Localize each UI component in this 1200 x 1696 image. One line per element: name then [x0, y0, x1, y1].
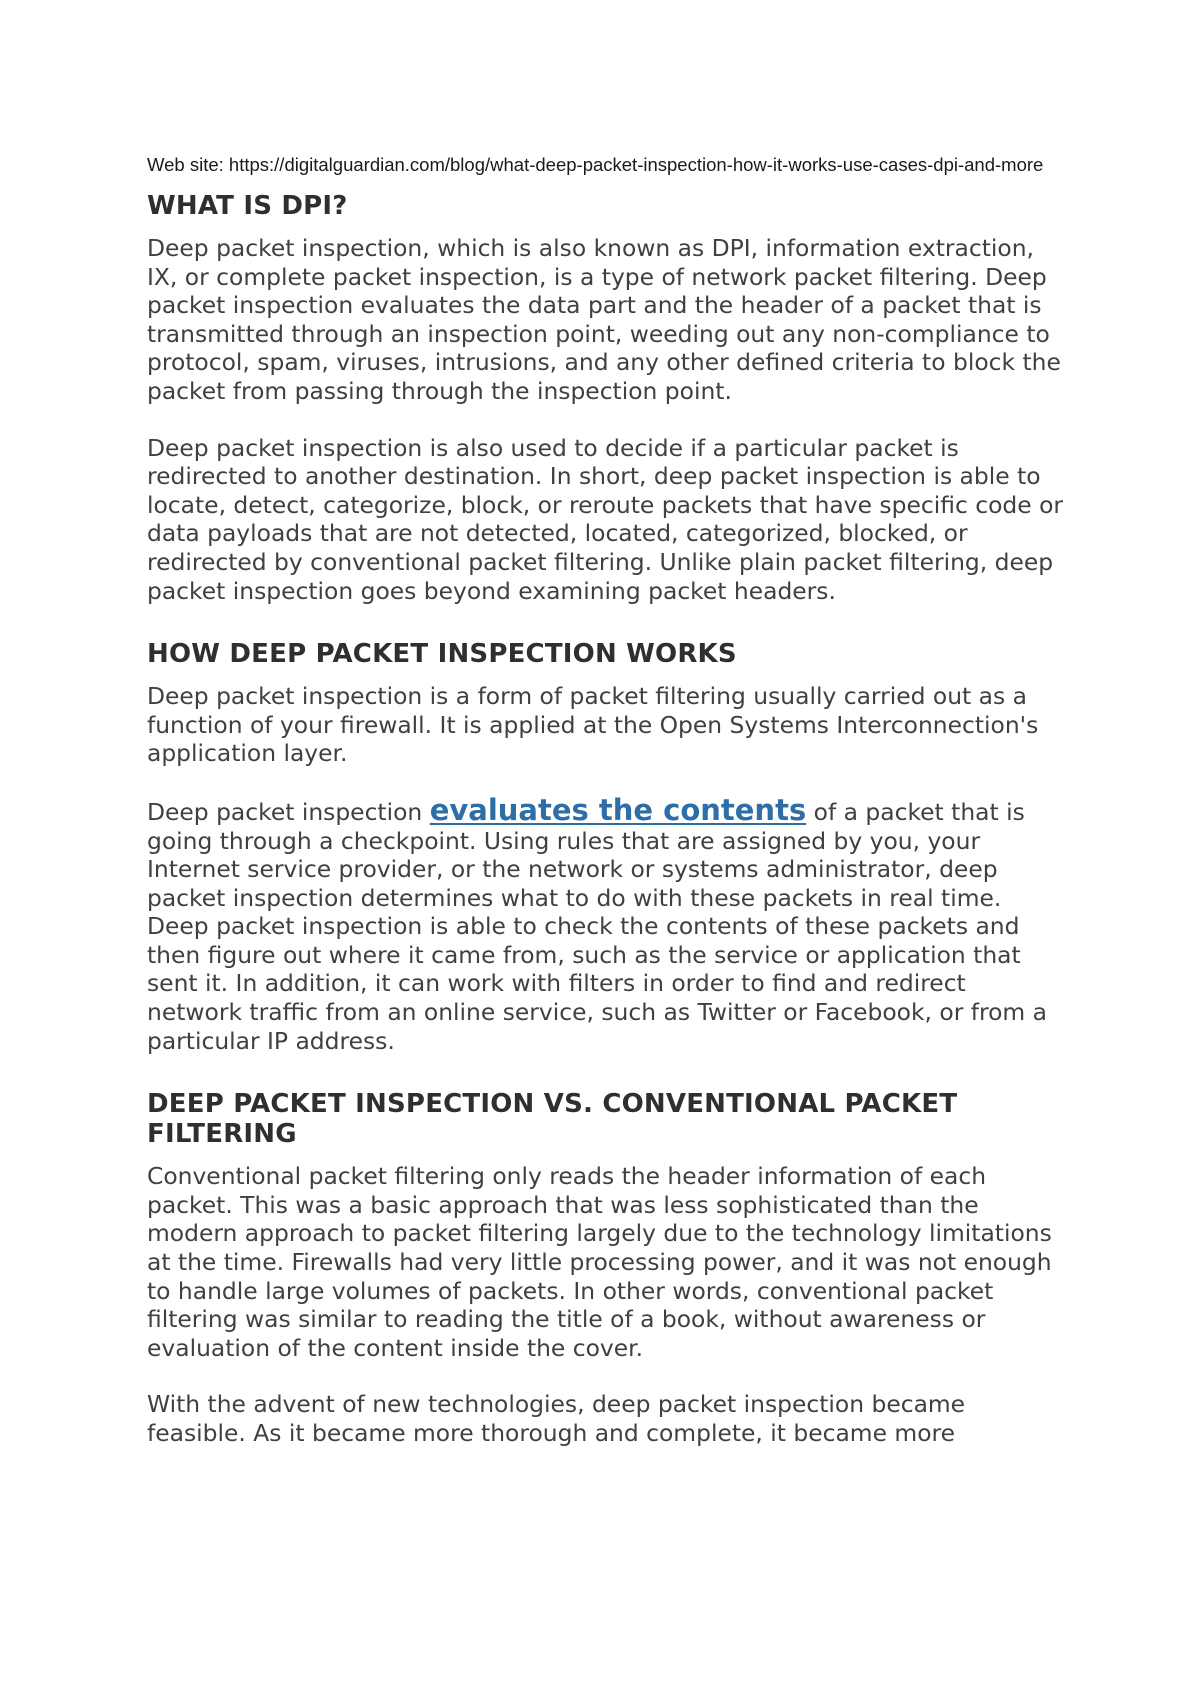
section-heading-how-dpi-works: HOW DEEP PACKET INSPECTION WORKS: [147, 639, 737, 670]
section-heading-dpi-vs-conventional: DEEP PACKET INSPECTION VS. CONVENTIONAL PACKET FILTERING: [147, 1089, 958, 1150]
paragraph: Deep packet inspection, which is also known as DPI, information extraction, IX, or complete packet inspection, is a type of network packet filtering. Deep packet inspection evaluates the data part and the header of a packet that is transmitted through an inspection point, weeding out any non-compliance to protocol, spam, viruses, intrusions, and any other defined criteria to block the packet from passing through the inspection point.: [147, 234, 1061, 405]
source-url: https://digitalguardian.com/blog/what-deep-packet-inspection-how-it-works-use-cases-dpi-and-more: [228, 154, 1044, 175]
evaluates-the-contents-link[interactable]: evaluates the contents: [429, 792, 807, 827]
source-label: Web site:: [147, 154, 224, 175]
source-line: [147, 148, 1067, 181]
paragraph-text-before-link: Deep packet inspection: [147, 797, 430, 826]
paragraph: Conventional packet filtering only reads the header information of each packet. This was a basic approach that was less sophisticated than the modern approach to packet filtering largely due to the technology limitations at the time. Firewalls had very little processing power, and it was not enough to handle large volumes of packets. In other words, conventional packet filtering was similar to reading the title of a book, without awareness or evaluation of the content inside the cover.: [147, 1162, 1052, 1362]
paragraph: Deep packet inspection is also used to decide if a particular packet is redirected to another destination. In short, deep packet inspection is able to locate, detect, categorize, block, or reroute packets that have specific code or data payloads that are not detected, located, categorized, blocked, or redirected by conventional packet filtering. Unlike plain packet filtering, deep packet inspection goes beyond examining packet headers.: [147, 433, 1064, 605]
paragraph: With the advent of new technologies, deep packet inspection became feasible. As it became more thorough and complete, it became more: [147, 1390, 966, 1447]
section-heading-what-is-dpi: WHAT IS DPI?: [147, 191, 348, 221]
paragraph-text-after-link: of a packet that is going through a checkpoint. Using rules that are assigned by you, your Internet service provider, or the network or systems administrator, deep packet inspection determines what to do with these packets in real time. Deep packet inspection is able to check the contents of these packets and then figure out where it came from, such as the service or application that sent it. In addition, it can work with filters in order to find and redirect network traffic from an online service, such as Twitter or Facebook, or from a particular IP address.: [147, 797, 1047, 1055]
document-body: [147, 148, 1067, 1476]
paragraph: Deep packet inspection is a form of packet filtering usually carried out as a function of your firewall. It is applied at the Open Systems Interconnection's application layer.: [147, 682, 1039, 768]
paragraph-with-link: [147, 792, 1067, 1055]
